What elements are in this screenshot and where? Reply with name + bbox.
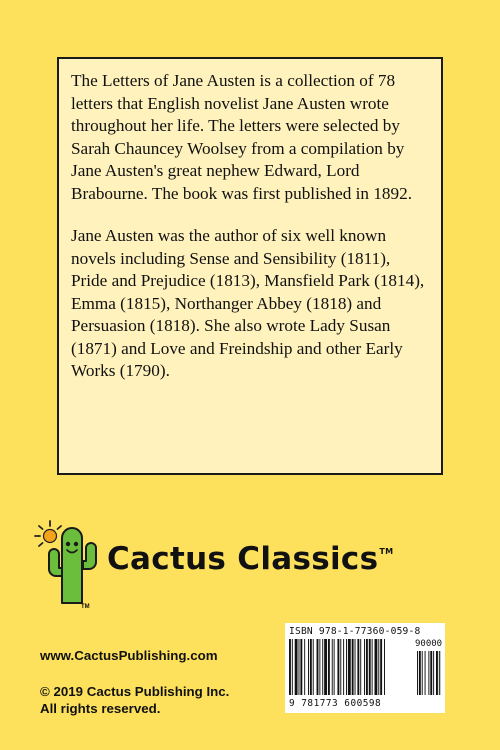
barcode-bar <box>355 639 356 695</box>
brand-name: Cactus Classics <box>107 541 379 577</box>
barcode-bar <box>299 639 300 695</box>
barcode-bar <box>384 639 385 695</box>
barcode-bar <box>300 639 302 695</box>
barcode-bar <box>346 639 347 695</box>
publisher-brand <box>107 541 393 577</box>
brand-trademark: TM <box>379 547 394 556</box>
description-paragraph-2: Jane Austen was the author of six well known novels including Sense and Sensibility (1811), Pride and Prejudice (1813), Mansfield Park (1814), Emma (1815), Northanger Abbey (1818) and Persuasion (1818). She also wrote Lady Susan (1871) and Love and Freindship and other Early Works (1790). <box>71 226 425 380</box>
description-box <box>57 57 443 475</box>
barcode-bar <box>428 651 429 695</box>
barcode-bar <box>292 639 293 695</box>
ean-digits: 9 781773 600598 <box>289 698 382 709</box>
barcode-bar <box>334 639 335 695</box>
barcode-bar <box>375 639 378 695</box>
copyright-block <box>40 683 229 717</box>
barcode-bar <box>340 639 341 695</box>
barcode-bar <box>343 639 344 695</box>
barcode-bar <box>348 639 351 695</box>
barcode-bar <box>319 639 320 695</box>
barcode-bar <box>324 639 327 695</box>
barcode-bar <box>419 651 421 695</box>
barcode-bar <box>328 639 330 695</box>
barcode-bar <box>425 651 426 695</box>
barcode-bar <box>436 651 438 695</box>
barcode-bar <box>366 639 368 695</box>
barcode-bar <box>360 639 361 695</box>
rights-line: All rights reserved. <box>40 701 161 716</box>
barcode-bar <box>364 639 365 695</box>
barcode-bar <box>439 651 440 695</box>
sun-icon <box>35 521 61 546</box>
barcode-bar <box>295 639 298 695</box>
barcode-bar <box>304 639 305 695</box>
barcode-bar <box>313 639 314 695</box>
cactus-with-sun-icon <box>34 518 104 610</box>
barcode-bar <box>430 651 432 695</box>
barcode-bar <box>369 639 371 695</box>
isbn-label: ISBN 978-1-77360-059-8 <box>289 626 421 637</box>
barcode-bar <box>289 639 291 695</box>
barcode-bar <box>417 651 418 695</box>
logo-trademark: TM <box>81 604 90 610</box>
barcode-bar <box>357 639 359 695</box>
barcode-bar <box>332 639 333 695</box>
barcode-bar <box>310 639 312 695</box>
barcode-bar <box>317 639 319 695</box>
barcode-bar <box>422 651 423 695</box>
barcode-bar <box>372 639 373 695</box>
barcode-bar <box>352 639 354 695</box>
barcode-bar <box>322 639 323 695</box>
barcode-bar <box>433 651 434 695</box>
price-code: 90000 <box>415 639 443 649</box>
barcode-bar <box>337 639 339 695</box>
barcode-bar <box>380 639 382 695</box>
barcode-bar <box>378 639 379 695</box>
copyright-line: © 2019 Cactus Publishing Inc. <box>40 684 230 699</box>
isbn-barcode <box>285 623 445 713</box>
barcode-bar <box>308 639 309 695</box>
description-paragraph-1: The Letters of Jane Austen is a collection of 78 letters that English novelist Jane Austen wrote throughout her life. The letters were selected by Sarah Chauncey Woolsey from a compilation by Jane Austen's great nephew Edward, Lord Brabourne. The book was first published in 1892. <box>71 71 412 203</box>
publisher-website: www.CactusPublishing.com <box>40 648 218 663</box>
